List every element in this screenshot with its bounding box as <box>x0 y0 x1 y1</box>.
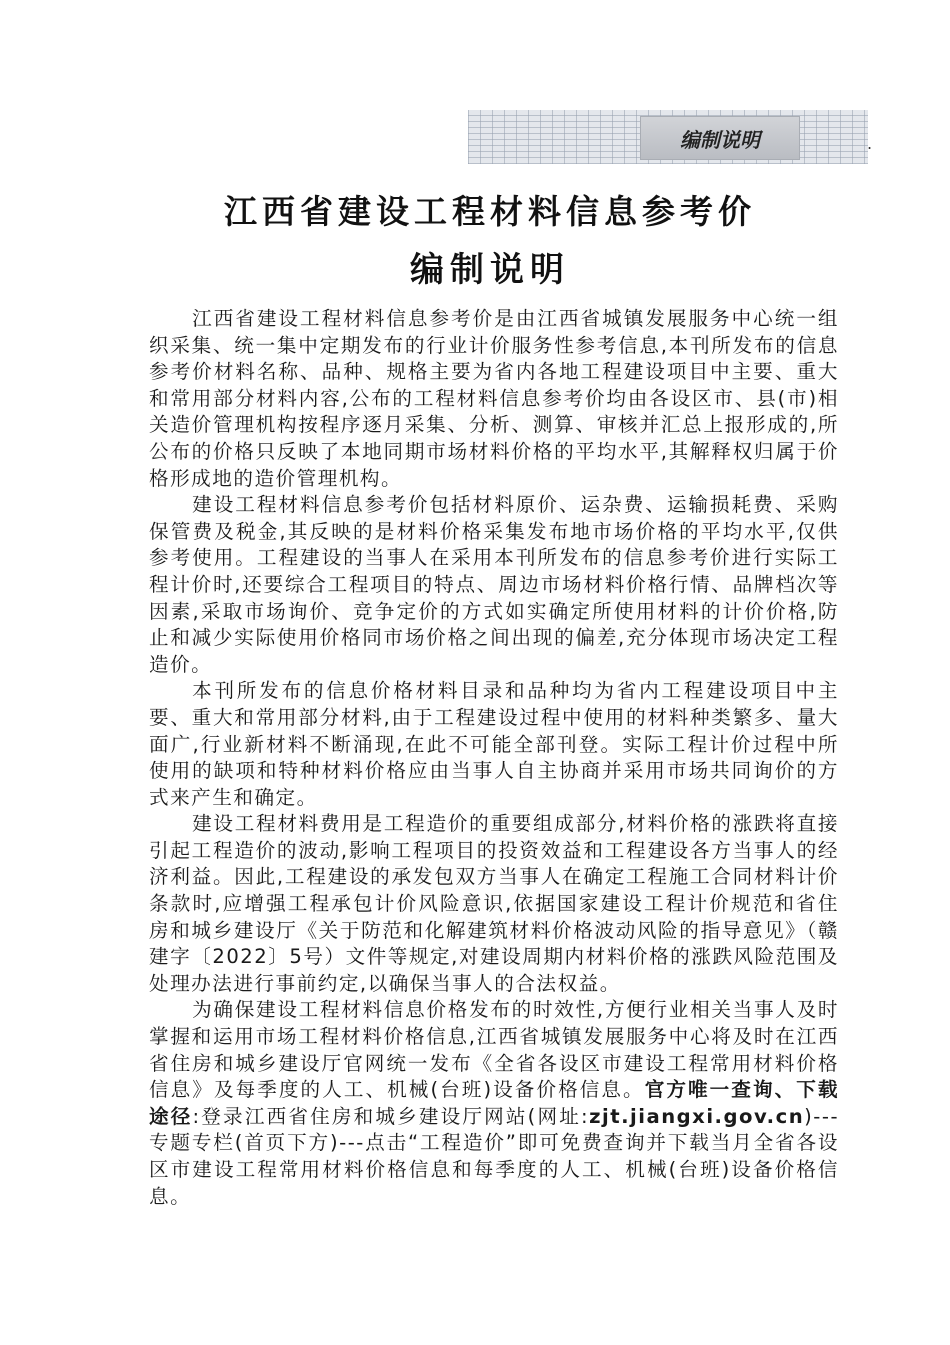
paragraph-5-text-2: :登录江西省住房和城乡建设厅网站(网址: <box>192 1104 590 1128</box>
section-tag-label: 编制说明 <box>680 127 760 152</box>
section-tag <box>640 116 800 160</box>
website-url: zjt.jiangxi.gov.cn <box>589 1104 805 1128</box>
page-subtitle: 编制说明 <box>410 250 570 290</box>
paragraph-3: 本刊所发布的信息价格材料目录和品种均为省内工程建设项目中主要、重大和常用部分材料,由于工程建设过程中使用的材料种类繁多、量大面广,行业新材料不断涌现,在此不可能全部刊登。实际工程计价过程中所使用的缺项和特种材料价格应由当事人自主协商并采用市场共同询价的方式来产生和确定。 <box>149 679 839 809</box>
paragraph-4: 建设工程材料费用是工程造价的重要组成部分,材料价格的涨跌将直接引起工程造价的波动,影响工程项目的投资效益和工程建设各方当事人的经济利益。因此,工程建设的承发包双方当事人在确定工程施工合同材料计价条款时,应增强工程承包计价风险意识,依据国家建设工程计价规范和省住房和城乡建设厅《关于防范和化解建筑材料价格波动风险的指导意见》（赣建字〔2022〕5号）文件等规定,对建设周期内材料价格的涨跌风险范围及处理办法进行事前约定,以确保当事人的合法权益。 <box>149 812 839 995</box>
paragraph-5 <box>149 997 839 1210</box>
paragraph-2: 建设工程材料信息参考价包括材料原价、运杂费、运输损耗费、采购保管费及税金,其反映的是材料价格采集发布地市场价格的平均水平,仅供参考使用。工程建设的当事人在采用本刊所发布的信息参考价进行实际工程计价时,还要综合工程项目的特点、周边市场材料价格行情、品牌档次等因素,采取市场询价、竞争定价的方式如实确定所使用材料的计价价格,防止和减少实际使用价格同市场价格之间出现的偏差,充分体现市场决定工程造价。 <box>149 493 839 676</box>
header-dot: . <box>867 134 873 153</box>
official-channel-label: 官方唯一查询、下载途径 <box>149 1078 839 1128</box>
paragraph-1: 江西省建设工程材料信息参考价是由江西省城镇发展服务中心统一组织采集、统一集中定期发布的行业计价服务性参考信息,本刊所发布的信息参考价材料名称、品种、规格主要为省内各地工程建设项目中主要、重大和常用部分材料内容,公布的工程材料信息参考价均由各设区市、县(市)相关造价管理机构按程序逐月采集、分析、测算、审核并汇总上报形成的,所公布的价格只反映了本地同期市场材料价格的平均水平,其解释权归属于价格形成地的造价管理机构。 <box>149 307 839 490</box>
document-body <box>149 306 839 1210</box>
page-title: 江西省建设工程材料信息参考价 <box>224 192 756 231</box>
paragraph-5-text: 为确保建设工程材料信息价格发布的时效性,方便行业相关当事人及时掌握和运用市场工程材料价格信息,江西省城镇发展服务中心将及时在江西省住房和城乡建设厅官网统一发布《全省各设区市建设工程常用材料价格信息》及每季度的人工、机械(台班)设备价格信息。 <box>149 998 839 1102</box>
paragraph-5-text-3: )---专题专栏(首页下方)---点击“工程造价”即可免费查询并下载当月全省各设区市建设工程常用材料价格信息和每季度的人工、机械(台班)设备价格信息。 <box>149 1104 840 1208</box>
